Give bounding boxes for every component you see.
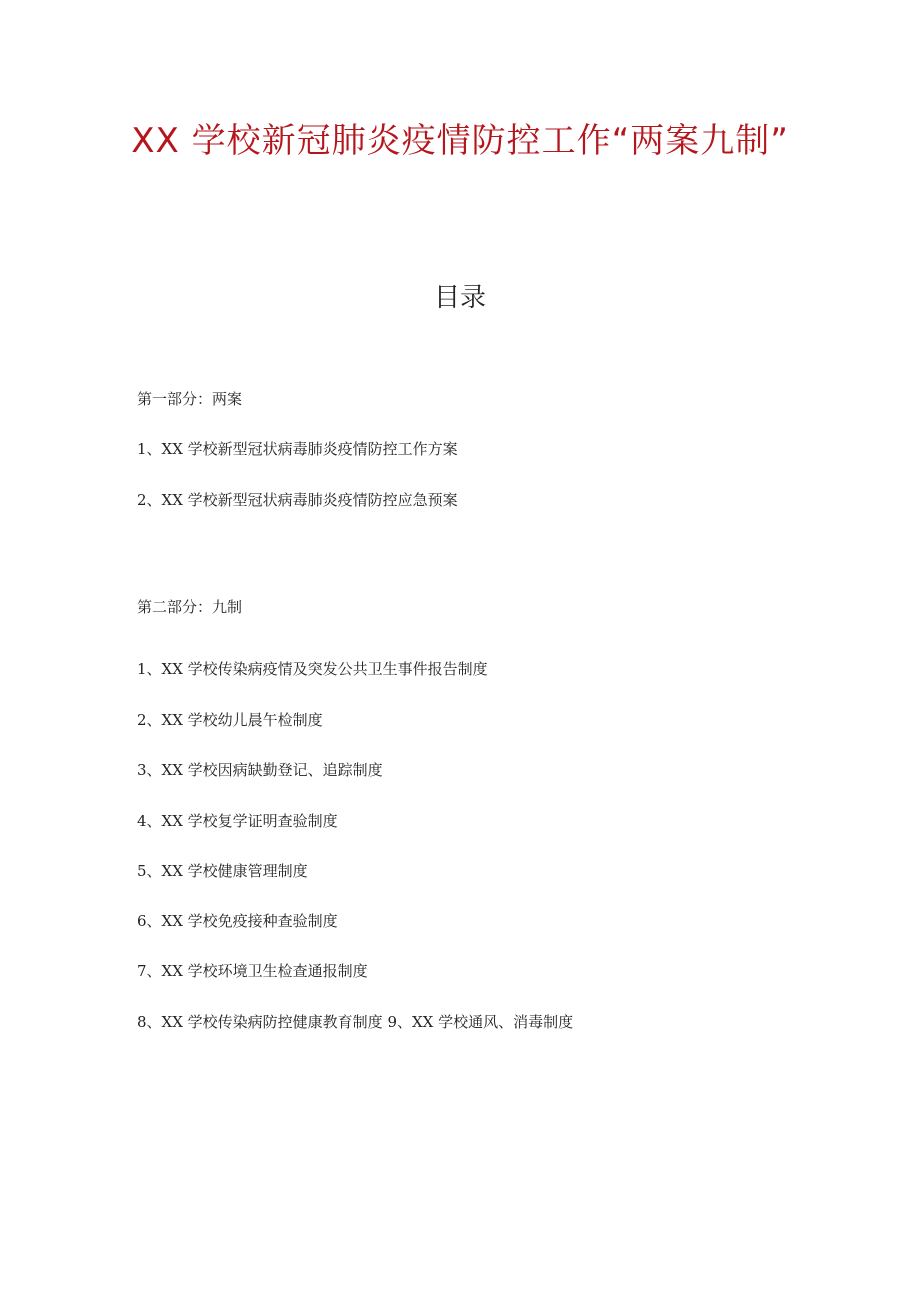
toc-item: 3、XX 学校因病缺勤登记、追踪制度 — [137, 761, 383, 779]
toc-item: 1、XX 学校传染病疫情及突发公共卫生事件报告制度 — [137, 660, 488, 678]
toc-item: 2、XX 学校新型冠状病毒肺炎疫情防控应急预案 — [137, 491, 458, 509]
document-title: XX 学校新冠肺炎疫情防控工作“两案九制” — [131, 121, 789, 161]
toc-heading: 目录 — [433, 283, 486, 313]
toc-item: 4、XX 学校复学证明查验制度 — [137, 812, 338, 830]
toc-item: 6、XX 学校免疫接种查验制度 — [137, 912, 338, 930]
part-two-heading: 第二部分：九制 — [137, 598, 243, 616]
toc-item: 7、XX 学校环境卫生检查通报制度 — [137, 962, 368, 980]
toc-item: 1、XX 学校新型冠状病毒肺炎疫情防控工作方案 — [137, 440, 458, 458]
toc-item: 2、XX 学校幼儿晨午检制度 — [137, 711, 323, 729]
toc-item: 8、XX 学校传染病防控健康教育制度 9、XX 学校通风、消毒制度 — [137, 1013, 574, 1031]
part-one-heading: 第一部分：两案 — [137, 390, 243, 408]
toc-item: 5、XX 学校健康管理制度 — [137, 862, 308, 880]
